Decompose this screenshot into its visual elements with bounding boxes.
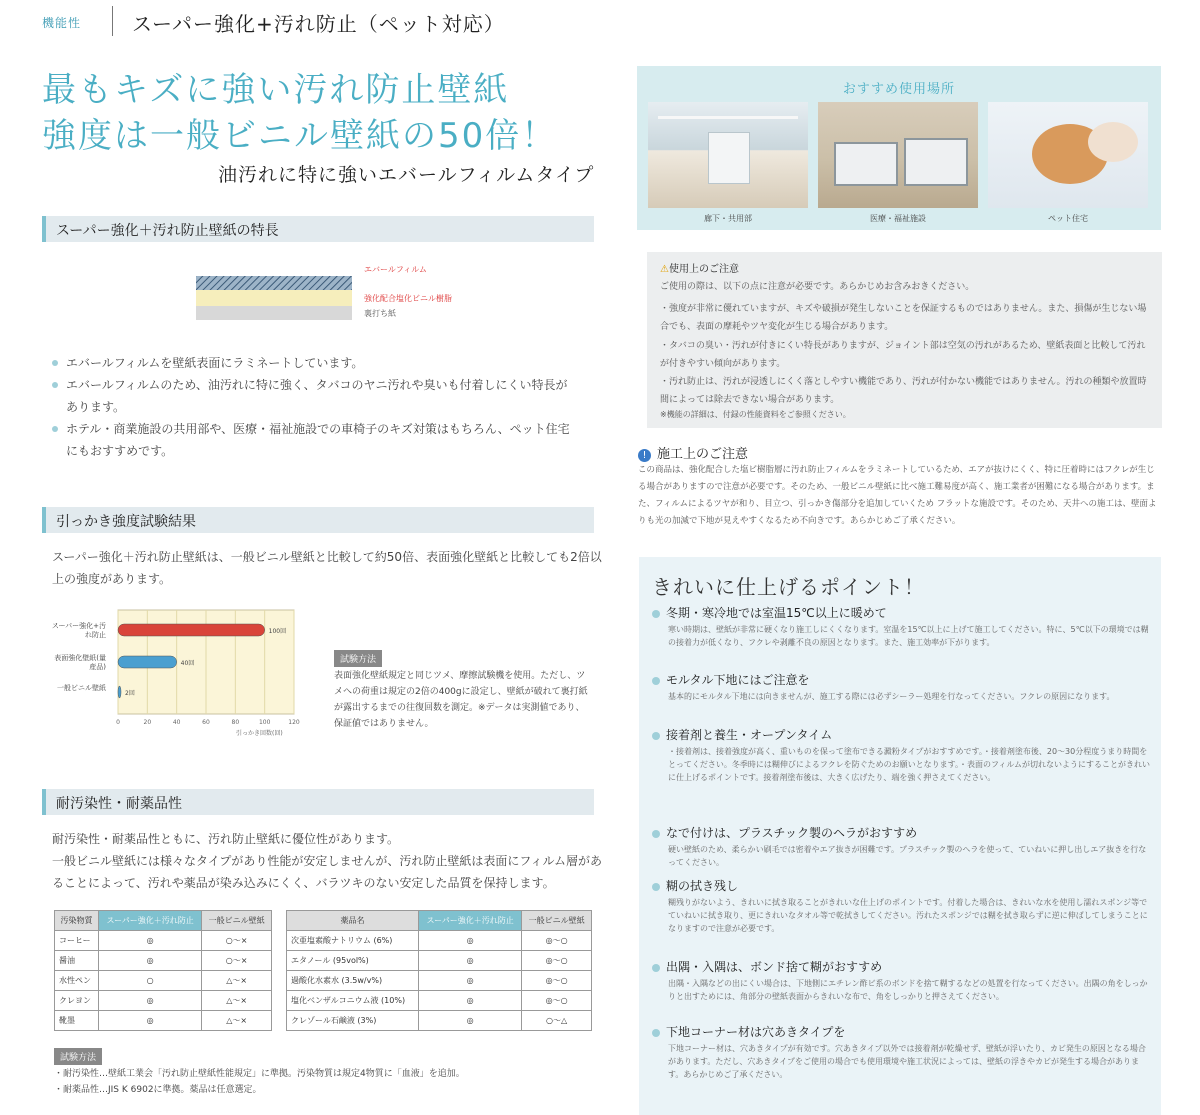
feature-item: エバールフィルムのため、油汚れに特に強く、タバコのヤニ汚れや臭いも付着しにくい特長があります。 xyxy=(52,374,572,418)
feature-item: エバールフィルムを壁紙表面にラミネートしています。 xyxy=(52,352,572,374)
point-description: 糊残りがないよう、きれいに拭き取ることがきれいな仕上げのポイントです。付着した場合は、きれいな水を使用し濡れスポンジ等でていねいに拭き取り、更にきれいなタオル等で乾拭きしてください。汚れたスポンジでは糊を拭き取らずに逆に伸ばしてしまうことになりますので注意が必要です。 xyxy=(668,898,1148,933)
stain-table-header-row xyxy=(55,911,272,931)
chemical-table-cell: ◎ xyxy=(419,971,522,991)
stain-table-cell: ◎ xyxy=(99,1011,202,1031)
chemical-table-row xyxy=(287,991,592,1011)
stain-table-cell: 靴墨 xyxy=(55,1011,99,1031)
chemical-table-cell: ◎ xyxy=(419,931,522,951)
stain-table-row xyxy=(55,951,272,971)
info-icon: ! xyxy=(638,449,651,462)
stain-table-cell: ◎ xyxy=(99,991,202,1011)
scratch-text: スーパー強化＋汚れ防止壁紙は、一般ビニル壁紙と比較して約50倍、表面強化壁紙と比較しても2倍以上の強度があります。 xyxy=(52,550,602,586)
headline-subtitle: 油汚れに特に強いエバールフィルムタイプ xyxy=(218,164,595,186)
stain-text-2: 一般ビニル壁紙には様々なタイプがあり性能が安定しませんが、汚れ防止壁紙は表面にフィルム層があることによって、汚れや薬品が染み込みにくく、バラツキのない安定した品質を保持します。 xyxy=(52,854,602,890)
chemical-table-cell: 過酸化水素水 (3.5w/v%) xyxy=(287,971,419,991)
stain-table-cell: ○〜× xyxy=(202,931,272,951)
resin-layer xyxy=(196,290,352,306)
stain-test-tag: 試験方法 xyxy=(54,1048,102,1065)
bullet-dot-icon xyxy=(652,883,660,891)
stain-table-cell: 醤油 xyxy=(55,951,99,971)
point-heading xyxy=(652,726,832,743)
construction-title xyxy=(638,443,748,462)
stain-table-cell: ◎ xyxy=(99,931,202,951)
scratch-bar-chart xyxy=(112,604,304,728)
stain-table-cell: コーヒー xyxy=(55,931,99,951)
usage-caution-item: ・汚れ防止は、汚れが浸透しにくく落としやすい機能であり、汚れが付かない機能ではありません。汚れの種類や放置時間によっては除去できない場合があります。 xyxy=(660,377,1147,405)
hospital-photo xyxy=(818,102,978,208)
feature-item: ホテル・商業施設の共用部や、医療・福祉施設での車椅子のキズ対策はもちろん、ペット住宅にもおすすめです。 xyxy=(52,418,572,462)
stain-table-cell: △〜× xyxy=(202,1011,272,1031)
point-heading xyxy=(652,958,882,975)
layer-label-film: エバールフィルム xyxy=(364,265,427,274)
layer-label-backing: 裏打ち紙 xyxy=(364,309,396,318)
point-heading xyxy=(652,877,738,894)
feature-list xyxy=(52,352,572,462)
construction-title-text: 施工上のご注意 xyxy=(657,447,749,462)
bullet-dot-icon xyxy=(652,610,660,618)
stain-test-note: ・耐汚染性…壁紙工業会「汚れ防止壁紙性能規定」に準拠。汚染物質は規定4物質に「血液」を追加。 xyxy=(54,1069,465,1079)
pet-photo xyxy=(988,102,1148,208)
chart-bar xyxy=(118,624,265,636)
point-heading-text: モルタル下地にはご注意を xyxy=(666,673,810,687)
chart-x-tick: 0 xyxy=(116,719,120,726)
test-method-text: 表面強化壁紙規定と同じツメ、摩擦試験機を使用。ただし、ツメへの荷重は規定の2倍の400gに設定し、壁紙が破れて裏打紙が露出するまでの往復回数を測定。※データは実測値であり、保証値ではありません。 xyxy=(334,671,588,729)
bullet-dot-icon xyxy=(652,830,660,838)
chart-category-label: 一般ビニル壁紙 xyxy=(57,684,106,692)
stain-table xyxy=(54,910,272,1031)
point-description: 硬い壁紙のため、柔らかい刷毛では密着やエア抜きが困難です。プラスチック製のヘラを使って、ていねいに押し出しエア抜きを行なってください。 xyxy=(668,845,1147,867)
chemical-table-row xyxy=(287,971,592,991)
recommend-title: おすすめ使用場所 xyxy=(842,82,956,97)
chemical-table-cell: 次亜塩素酸ナトリウム (6%) xyxy=(287,931,419,951)
headline-line1: 最もキズに強い汚れ防止壁紙 xyxy=(42,70,510,110)
bullet-dot-icon xyxy=(652,732,660,740)
chart-category-label: スーパー強化+汚れ防止 xyxy=(51,622,106,639)
construction-text: この商品は、強化配合した塩ビ樹脂層に汚れ防止フィルムをラミネートしているため、エアが抜けにくく、特に圧着時にはフクレが生じる場合がありますので注意が必要です。そのため、一般ビニル壁紙に比べ施工難易度が高く、施工業者が困難になる場合があります。また、フィルムによるツヤが和り、目立つ、引っかき傷部分を追加していくため フラットな施設です。そのため、天井への施工は、壁面よりも光の加減で下地が見えやすくなるため不向きです。あらかじめご了承ください。 xyxy=(638,465,1157,526)
chemical-table-row xyxy=(287,1011,592,1031)
chemical-table xyxy=(286,910,592,1031)
chart-x-tick: 100 xyxy=(258,719,271,726)
chart-x-tick: 20 xyxy=(143,719,152,726)
layer-diagram-svg xyxy=(196,268,352,322)
chemical-table-cell: ◎ xyxy=(419,991,522,1011)
chemical-table-cell: ◎〜○ xyxy=(522,991,592,1011)
point-description: 下地コーナー材は、穴あきタイプが有効です。穴あきタイプ以外では接着剤が乾燥せず、壁紙が浮いたり、カビ発生の原因となる場合があります。ただし、穴あきタイプをご使用の場合でも使用環境や施工状況によっては、壁紙の浮きやカビが発生する場合があります。あらかじめご了承ください。 xyxy=(668,1044,1146,1079)
chart-data-label: 40回 xyxy=(180,660,195,667)
layer-label-resin: 強化配合塩化ビニル樹脂 xyxy=(364,294,452,303)
usage-caution-title xyxy=(660,260,739,275)
stain-table-header-cell: 一般ビニル壁紙 xyxy=(202,911,272,931)
usage-caution-item: ・タバコの臭い・汚れが付きにくい特長がありますが、ジョイント部は空気の汚れがあるため、壁紙表面と比較して汚れが付きやすい傾向があります。 xyxy=(660,341,1146,369)
chemical-table-cell: ◎〜○ xyxy=(522,951,592,971)
stain-table-row xyxy=(55,991,272,1011)
chemical-table-cell: 塩化ベンザルコニウム液 (10%) xyxy=(287,991,419,1011)
stain-table-cell: 水性ペン xyxy=(55,971,99,991)
stain-table-header-cell: 汚染物質 xyxy=(55,911,99,931)
point-heading-text: なで付けは、プラスチック製のヘラがおすすめ xyxy=(666,826,918,840)
point-heading xyxy=(652,1023,845,1040)
point-description: 出隅・入隅などの出にくい場合は、下地側にエチレン酢ビ系のボンドを捨て糊するなどの処置を行なってください。出隅の角をしっかりと出すためには、角部分の壁紙表面からきれいな布で、角をしっかりと押さえてください。 xyxy=(668,979,1148,1001)
test-method-tag: 試験方法 xyxy=(334,650,382,667)
stain-text-1: 耐汚染性・耐薬品性ともに、汚れ防止壁紙に優位性があります。 xyxy=(52,832,400,846)
bullet-dot-icon xyxy=(652,1029,660,1037)
chemical-table-cell: ◎〜○ xyxy=(522,931,592,951)
chemical-table-header-cell: スーパー強化＋汚れ防止 xyxy=(419,911,522,931)
chart-category-label: 表面強化壁紙(量産品) xyxy=(54,654,106,671)
scratch-heading: 引っかき強度試験結果 xyxy=(42,507,594,533)
chemical-table-cell: ◎ xyxy=(419,1011,522,1031)
chart-bar xyxy=(118,656,177,668)
header-divider xyxy=(112,6,113,36)
recommend-caption: 廊下・共用部 xyxy=(704,214,752,223)
headline-line2: 強度は一般ビニル壁紙の50倍！ xyxy=(42,116,558,156)
chart-data-label: 100回 xyxy=(268,628,287,635)
chemical-table-cell: ◎〜○ xyxy=(522,971,592,991)
usage-caution-intro: ご使用の際は、以下の点に注意が必要です。あらかじめお含みおきください。 xyxy=(660,282,975,292)
point-heading-text: 接着剤と養生・オープンタイム xyxy=(666,728,833,742)
point-description: 基本的にモルタル下地には向きませんが、施工する際には必ずシーラー処理を行なってください。フクレの原因になります。 xyxy=(668,692,1115,701)
usage-caution-footnote: ※機能の詳細は、付録の性能資料をご参照ください。 xyxy=(660,410,851,419)
stain-table-cell: クレヨン xyxy=(55,991,99,1011)
stain-table-cell: ◎ xyxy=(99,951,202,971)
point-heading-text: 出隅・入隅は、ボンド捨て糊がおすすめ xyxy=(666,960,883,974)
chemical-table-cell: ○〜△ xyxy=(522,1011,592,1031)
chart-data-label: 2回 xyxy=(125,690,135,697)
point-heading-text: 下地コーナー材は穴あきタイプを xyxy=(666,1025,846,1039)
recommend-caption: ペット住宅 xyxy=(1048,214,1088,223)
corridor-photo xyxy=(648,102,808,208)
film-layer xyxy=(196,276,352,290)
chemical-table-header-cell: 薬品名 xyxy=(287,911,419,931)
chemical-table-cell: エタノール (95vol%) xyxy=(287,951,419,971)
point-heading xyxy=(652,604,887,621)
bullet-dot-icon xyxy=(652,964,660,972)
chart-x-tick: 60 xyxy=(202,719,210,726)
chart-x-tick: 80 xyxy=(231,719,240,726)
usage-caution-title-text: 使用上のご注意 xyxy=(668,264,739,275)
stain-table-row xyxy=(55,971,272,991)
stain-test-note: ・耐薬品性…JIS K 6902に準拠。薬品は任意選定。 xyxy=(54,1085,262,1095)
stain-table-row xyxy=(55,931,272,951)
stain-table-cell: △〜× xyxy=(202,991,272,1011)
backing-layer xyxy=(196,306,352,320)
features-heading: スーパー強化＋汚れ防止壁紙の特長 xyxy=(42,216,594,242)
chemical-table-row xyxy=(287,951,592,971)
point-heading xyxy=(652,671,810,688)
layer-diagram xyxy=(196,268,352,322)
page-title: スーパー強化+汚れ防止（ペット対応） xyxy=(132,12,505,36)
category-label: 機能性 xyxy=(42,16,82,30)
chart-x-tick: 40 xyxy=(172,719,181,726)
warning-icon: ⚠ xyxy=(660,264,669,275)
stain-table-header-cell: スーパー強化＋汚れ防止 xyxy=(99,911,202,931)
recommend-caption: 医療・福祉施設 xyxy=(870,214,926,223)
stain-table-cell: △〜× xyxy=(202,971,272,991)
chemical-table-row xyxy=(287,931,592,951)
stain-table-cell: ○〜× xyxy=(202,951,272,971)
stain-heading: 耐汚染性・耐薬品性 xyxy=(42,789,594,815)
chart-x-tick: 120 xyxy=(288,719,300,726)
stain-table-cell: ○ xyxy=(99,971,202,991)
usage-caution-item: ・強度が非常に優れていますが、キズや破損が発生しないことを保証するものではありません。また、損傷が生じない場合でも、表面の摩耗やツヤ変化が生じる場合があります。 xyxy=(660,304,1147,332)
bullet-dot-icon xyxy=(652,677,660,685)
point-heading xyxy=(652,824,917,841)
chemical-table-header-row xyxy=(287,911,592,931)
finishing-points-title: きれいに仕上げるポイント！ xyxy=(652,575,925,599)
chemical-table-cell: ◎ xyxy=(419,951,522,971)
point-heading-text: 冬期・寒冷地では室温15℃以上に暖めて xyxy=(666,606,887,620)
point-description: ・接着剤は、接着強度が高く、重いものを保って塗布できる澱粉タイプがおすすめです。・接着剤塗布後、20〜30分程度うまり時間をとってください。冬季時には糊伸びによるフクレを防ぐためのお願いとなります。・表面のフィルムが切れないようにすることがきれいに仕上げるポイントです。接着剤塗布後は、大きく広げたり、端を強く押さえてください。 xyxy=(668,747,1150,782)
point-heading-text: 糊の拭き残し xyxy=(666,879,739,893)
chemical-table-header-cell: 一般ビニル壁紙 xyxy=(522,911,592,931)
stain-table-row xyxy=(55,1011,272,1031)
chemical-table-cell: クレゾール石鹸液 (3%) xyxy=(287,1011,419,1031)
chart-x-axis-label: 引っかき回数(回) xyxy=(236,730,283,737)
chart-bar xyxy=(118,686,121,698)
point-description: 寒い時期は、壁紙が非常に硬くなり施工しにくくなります。室温を15℃以上に上げて施工してください。特に、5℃以下の環境では糊の接着力が低くなり、フクレや剥離不良の原因となります。また、施工効率が下がります。 xyxy=(668,625,1149,647)
